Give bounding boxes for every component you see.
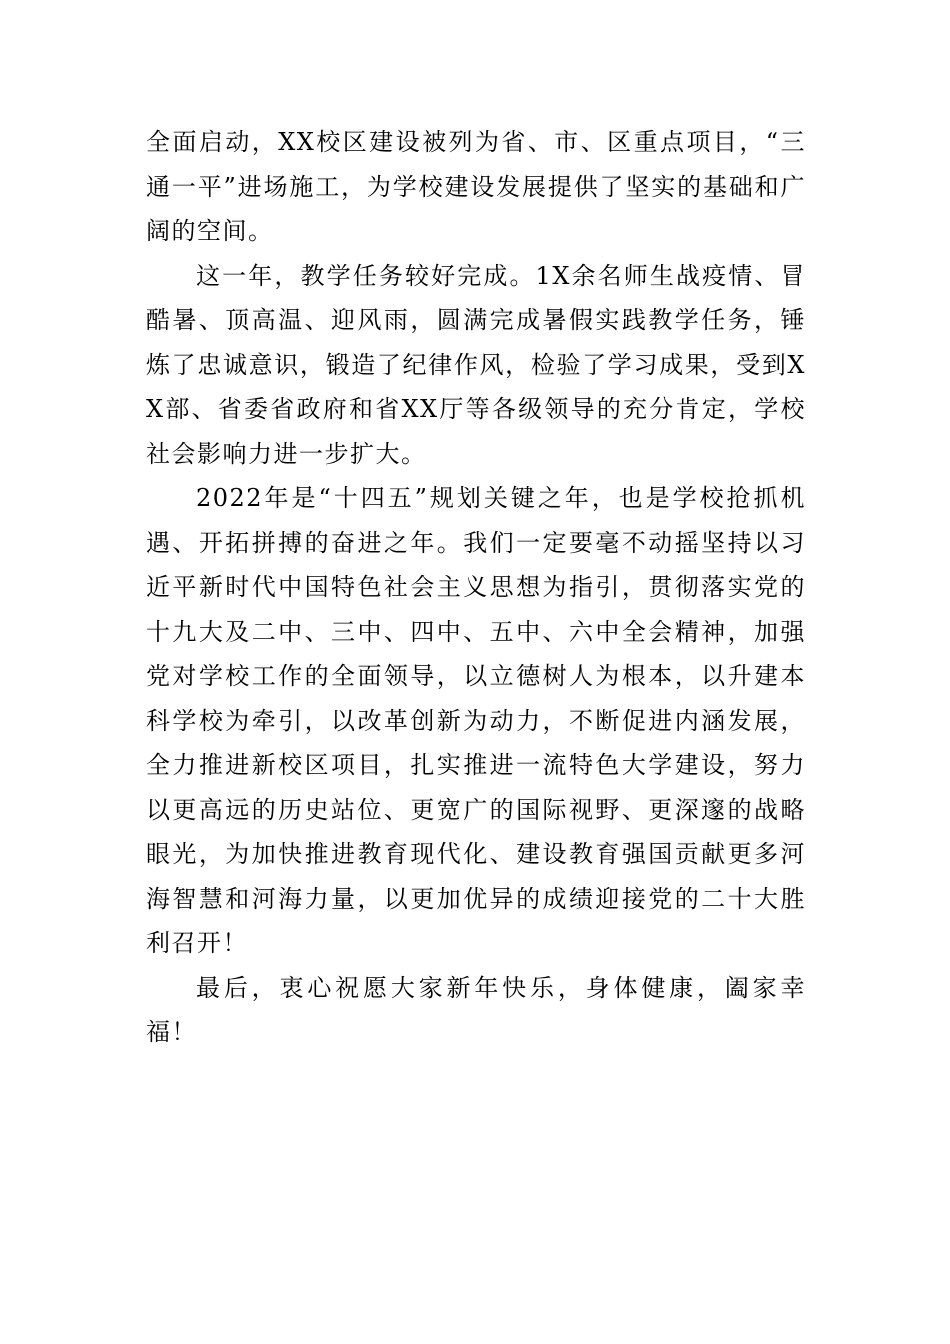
document-body (146, 120, 806, 1055)
paragraph-closing-wishes: 最后，衷心祝愿大家新年快乐，身体健康，阖家幸福！ (146, 973, 806, 1046)
paragraph-continuation: 全面启动，XX校区建设被列为省、市、区重点项目，“三通一平”进场施工，为学校建设发展提供了坚实的基础和广阔的空间。 (146, 128, 806, 245)
paragraph-2022-plan: 2022年是“十四五”规划关键之年，也是学校抢抓机遇、开拓拼搏的奋进之年。我们一定要毫不动摇坚持以习近平新时代中国特色社会主义思想为指引，贯彻落实党的十九大及二中、三中、四中、五中、六中全会精神，加强党对学校工作的全面领导，以立德树人为根本，以升建本科学校为牵引，以改革创新为动力，不断促进内涵发展，全力推进新校区项目，扎实推进一流特色大学建设，努力以更高远的历史站位、更宽广的国际视野、更深邃的战略眼光，为加快推进教育现代化、建设教育强国贡献更多河海智慧和河海力量，以更加优异的成绩迎接党的二十大胜利召开！ (146, 484, 806, 957)
paragraph-teaching: 这一年，教学任务较好完成。1X余名师生战疫情、冒酷暑、顶高温、迎风雨，圆满完成暑假实践教学任务，锤炼了忠诚意识，锻造了纪律作风，检验了学习成果，受到XX部、省委省政府和省XX厅等各级领导的充分肯定，学校社会影响力进一步扩大。 (146, 261, 806, 468)
